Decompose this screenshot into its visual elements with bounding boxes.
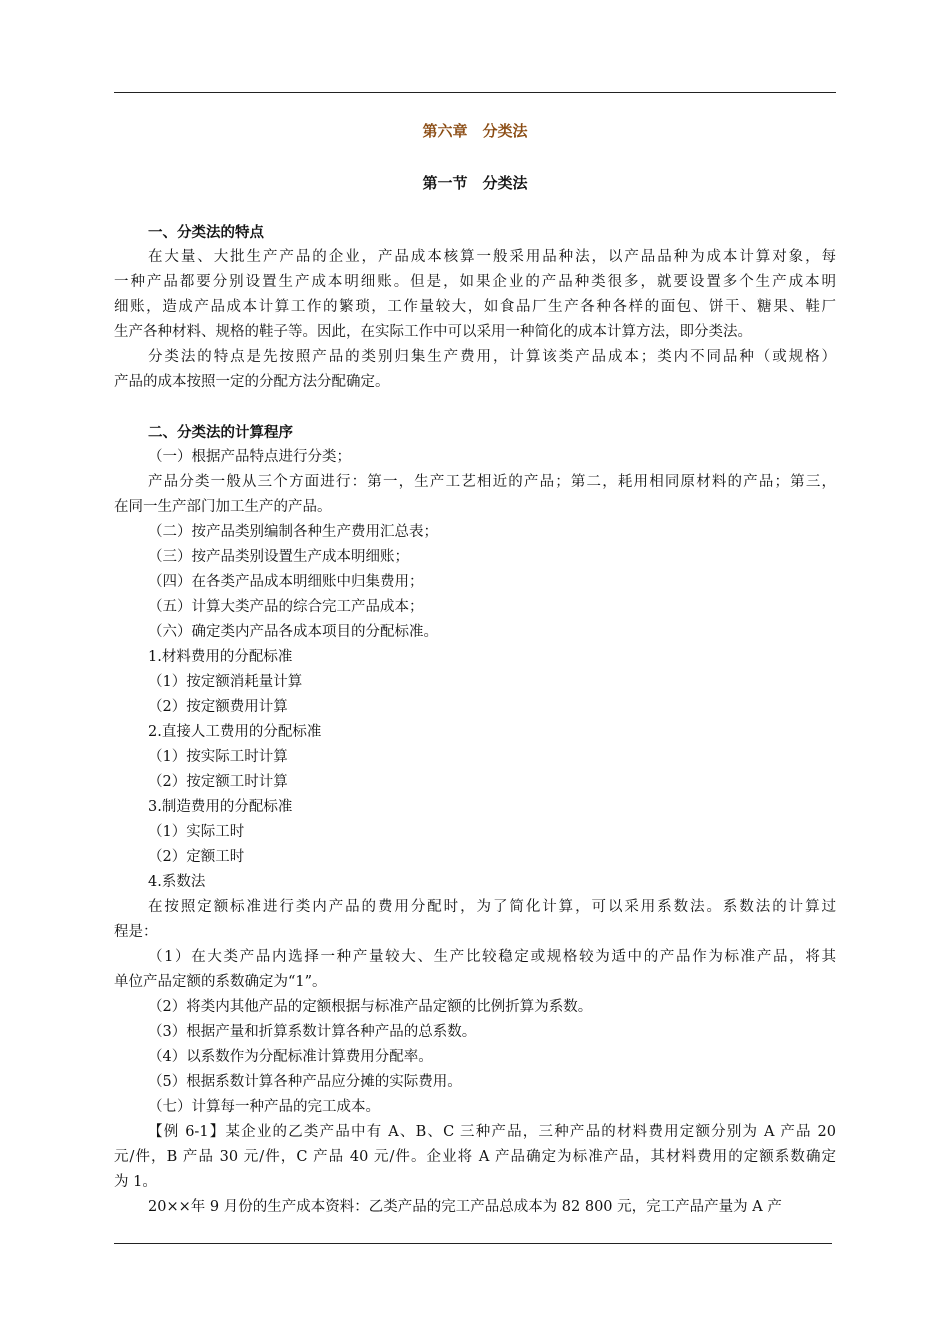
paragraph	[114, 945, 836, 995]
chapter-title: 第六章 分类法	[422, 122, 528, 140]
paragraph	[114, 470, 836, 520]
blank-line	[114, 395, 836, 420]
document-body	[114, 220, 836, 1220]
list-item: （3）根据产量和折算系数计算各种产品的总系数。	[148, 1024, 477, 1040]
paragraph-line: 元/件，B 产品 30 元/件，C 产品 40 元/件。企业将 A 产品确定为标准产品，其材料费用的定额系数确定	[114, 1149, 836, 1165]
list-item: 1.材料费用的分配标准	[148, 649, 293, 665]
paragraph-line: 在同一生产部门加工生产的产品。	[114, 499, 332, 515]
header-rule	[114, 92, 836, 93]
paragraph-line: 20××年 9 月份的生产成本资料：乙类产品的完工产品总成本为 82 800 元，完工产品产量为 A 产	[148, 1199, 782, 1215]
list-item: （六）确定类内产品各成本项目的分配标准。	[148, 624, 438, 640]
paragraph	[114, 895, 836, 945]
list-item: （2）按定额费用计算	[148, 699, 288, 715]
list-item: （1）按实际工时计算	[148, 749, 288, 765]
list-item: （1）按定额消耗量计算	[148, 674, 303, 690]
list-item: （2）将类内其他产品的定额根据与标准产品定额的比例折算为系数。	[148, 999, 593, 1015]
paragraph-line: 在大量、大批生产产品的企业，产品成本核算一般采用品种法，以产品品种为成本计算对象，每	[148, 249, 836, 265]
paragraph	[114, 1120, 836, 1195]
list-item: （4）以系数作为分配标准计算费用分配率。	[148, 1049, 433, 1065]
list-item: （1）实际工时	[148, 824, 245, 840]
paragraph-line: 为 1。	[114, 1174, 157, 1190]
list-item: （5）根据系数计算各种产品应分摊的实际费用。	[148, 1074, 462, 1090]
list-item: （三）按产品类别设置生产成本明细账；	[148, 549, 409, 565]
paragraph	[114, 1195, 836, 1220]
list-item: （五）计算大类产品的综合完工产品成本；	[148, 599, 424, 615]
paragraph-line: 【例 6-1】某企业的乙类产品中有 A、B、C 三种产品，三种产品的材料费用定额分别为 A 产品 20	[148, 1124, 836, 1140]
paragraph	[114, 245, 836, 345]
section-heading: 一、分类法的特点	[148, 224, 264, 241]
list-item: 3.制造费用的分配标准	[148, 799, 293, 815]
list-item: （一）根据产品特点进行分类；	[148, 449, 351, 465]
paragraph-line: 一种产品都要分别设置生产成本明细账。但是，如果企业的产品种类很多，就要设置多个生产成本明	[114, 274, 836, 290]
list-item: （七）计算每一种产品的完工成本。	[148, 1099, 380, 1115]
paragraph-line: 细账，造成产品成本计算工作的繁琐，工作量较大，如食品厂生产各种各样的面包、饼干、糖果、鞋厂	[114, 299, 836, 315]
paragraph-line: 分类法的特点是先按照产品的类别归集生产费用，计算该类产品成本；类内不同品种（或规格）	[148, 349, 836, 365]
list-item: （2）定额工时	[148, 849, 245, 865]
section-heading: 二、分类法的计算程序	[148, 424, 293, 441]
list-item: 4.系数法	[148, 874, 206, 890]
paragraph-line: 生产各种材料、规格的鞋子等。因此，在实际工作中可以采用一种简化的成本计算方法，即分类法。	[114, 324, 752, 340]
list-item: （2）按定额工时计算	[148, 774, 288, 790]
paragraph-line: 单位产品定额的系数确定为“1”。	[114, 974, 327, 990]
list-item: （二）按产品类别编制各种生产费用汇总表；	[148, 524, 438, 540]
paragraph-line: （1）在大类产品内选择一种产量较大、生产比较稳定或规格较为适中的产品作为标准产品，将其	[148, 949, 836, 965]
section-title: 第一节 分类法	[422, 174, 528, 192]
paragraph	[114, 345, 836, 395]
footer-rule	[114, 1243, 832, 1244]
list-item: 2.直接人工费用的分配标准	[148, 724, 322, 740]
paragraph-line: 产品的成本按照一定的分配方法分配确定。	[114, 374, 390, 390]
paragraph-line: 产品分类一般从三个方面进行：第一，生产工艺相近的产品；第二，耗用相同原材料的产品；第三，	[148, 474, 836, 490]
paragraph-line: 程是：	[114, 924, 158, 940]
list-item: （四）在各类产品成本明细账中归集费用；	[148, 574, 424, 590]
paragraph-line: 在按照定额标准进行类内产品的费用分配时，为了简化计算，可以采用系数法。系数法的计算过	[148, 899, 836, 915]
